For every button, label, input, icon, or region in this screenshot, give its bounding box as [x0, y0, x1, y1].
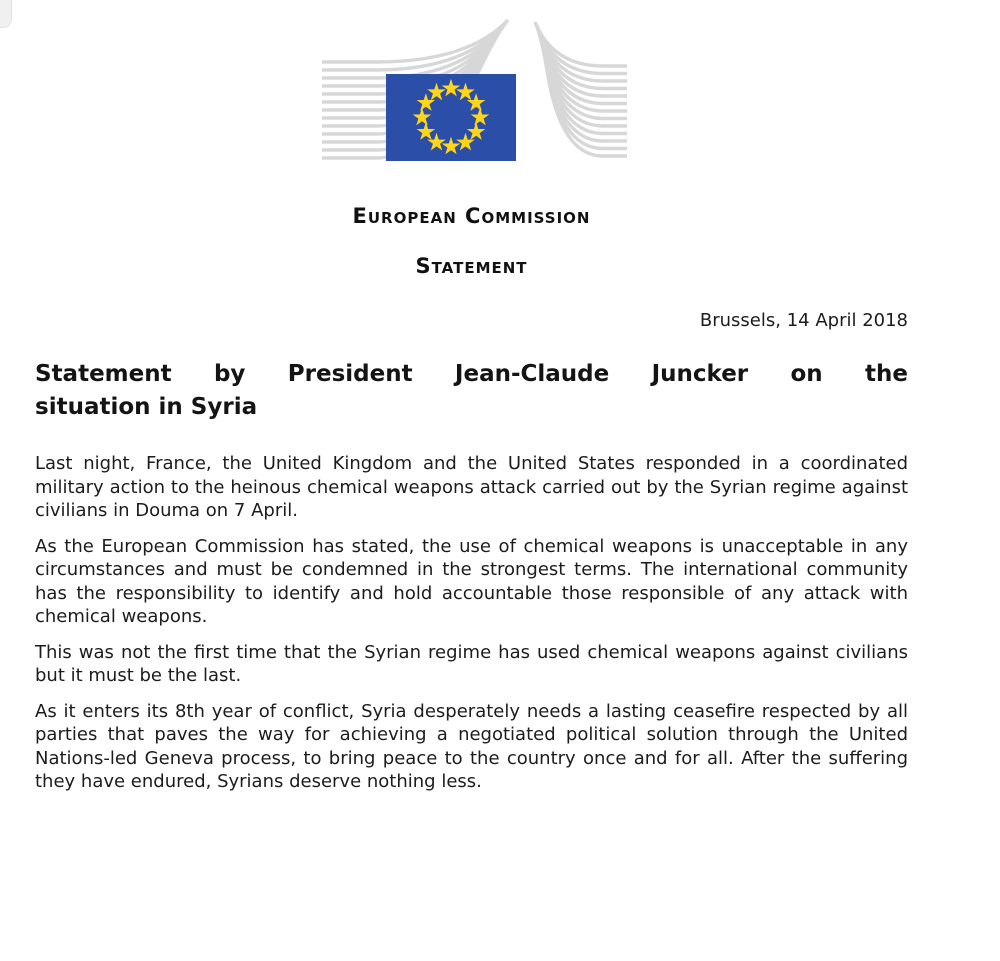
masthead-institution: European Commission — [352, 204, 591, 228]
masthead-doc-type: Statement — [415, 254, 528, 278]
logo-right-lines — [535, 22, 627, 156]
body-paragraph: As the European Commission has stated, the use of chemical weapons is unacceptable in any circumstances and must be condemned in the strongest terms. The international community has the responsibility to identify and hold accountable those responsible of any attack with chemical weapons. — [35, 535, 908, 627]
body-paragraph: Last night, France, the United Kingdom and the United States responded in a coordinated military action to the heinous chemical weapons attack carried out by the Syrian regime against civilians in Douma on 7 April. — [35, 453, 908, 521]
body-paragraph: This was not the first time that the Syrian regime has used chemical weapons against civilians but it must be the last. — [35, 641, 908, 686]
dateline: Brussels, 14 April 2018 — [699, 310, 908, 331]
statement-title — [35, 358, 908, 424]
screen-corner-artifact — [0, 0, 12, 28]
body-paragraph: As it enters its 8th year of conflict, Syria desperately needs a lasting ceasefire respected by all parties that paves the way for achieving a negotiated political solution through the United Nations-led Geneva process, to bring peace to the country once and for all. After the suffering they have endured, Syrians deserve nothing less. — [35, 700, 908, 792]
european-commission-logo-icon — [318, 16, 628, 166]
statement-title-line1: Statement by President Jean-Claude Juncker on the — [35, 361, 908, 387]
statement-title-line2: situation in Syria — [35, 394, 258, 420]
statement-body — [35, 452, 908, 806]
